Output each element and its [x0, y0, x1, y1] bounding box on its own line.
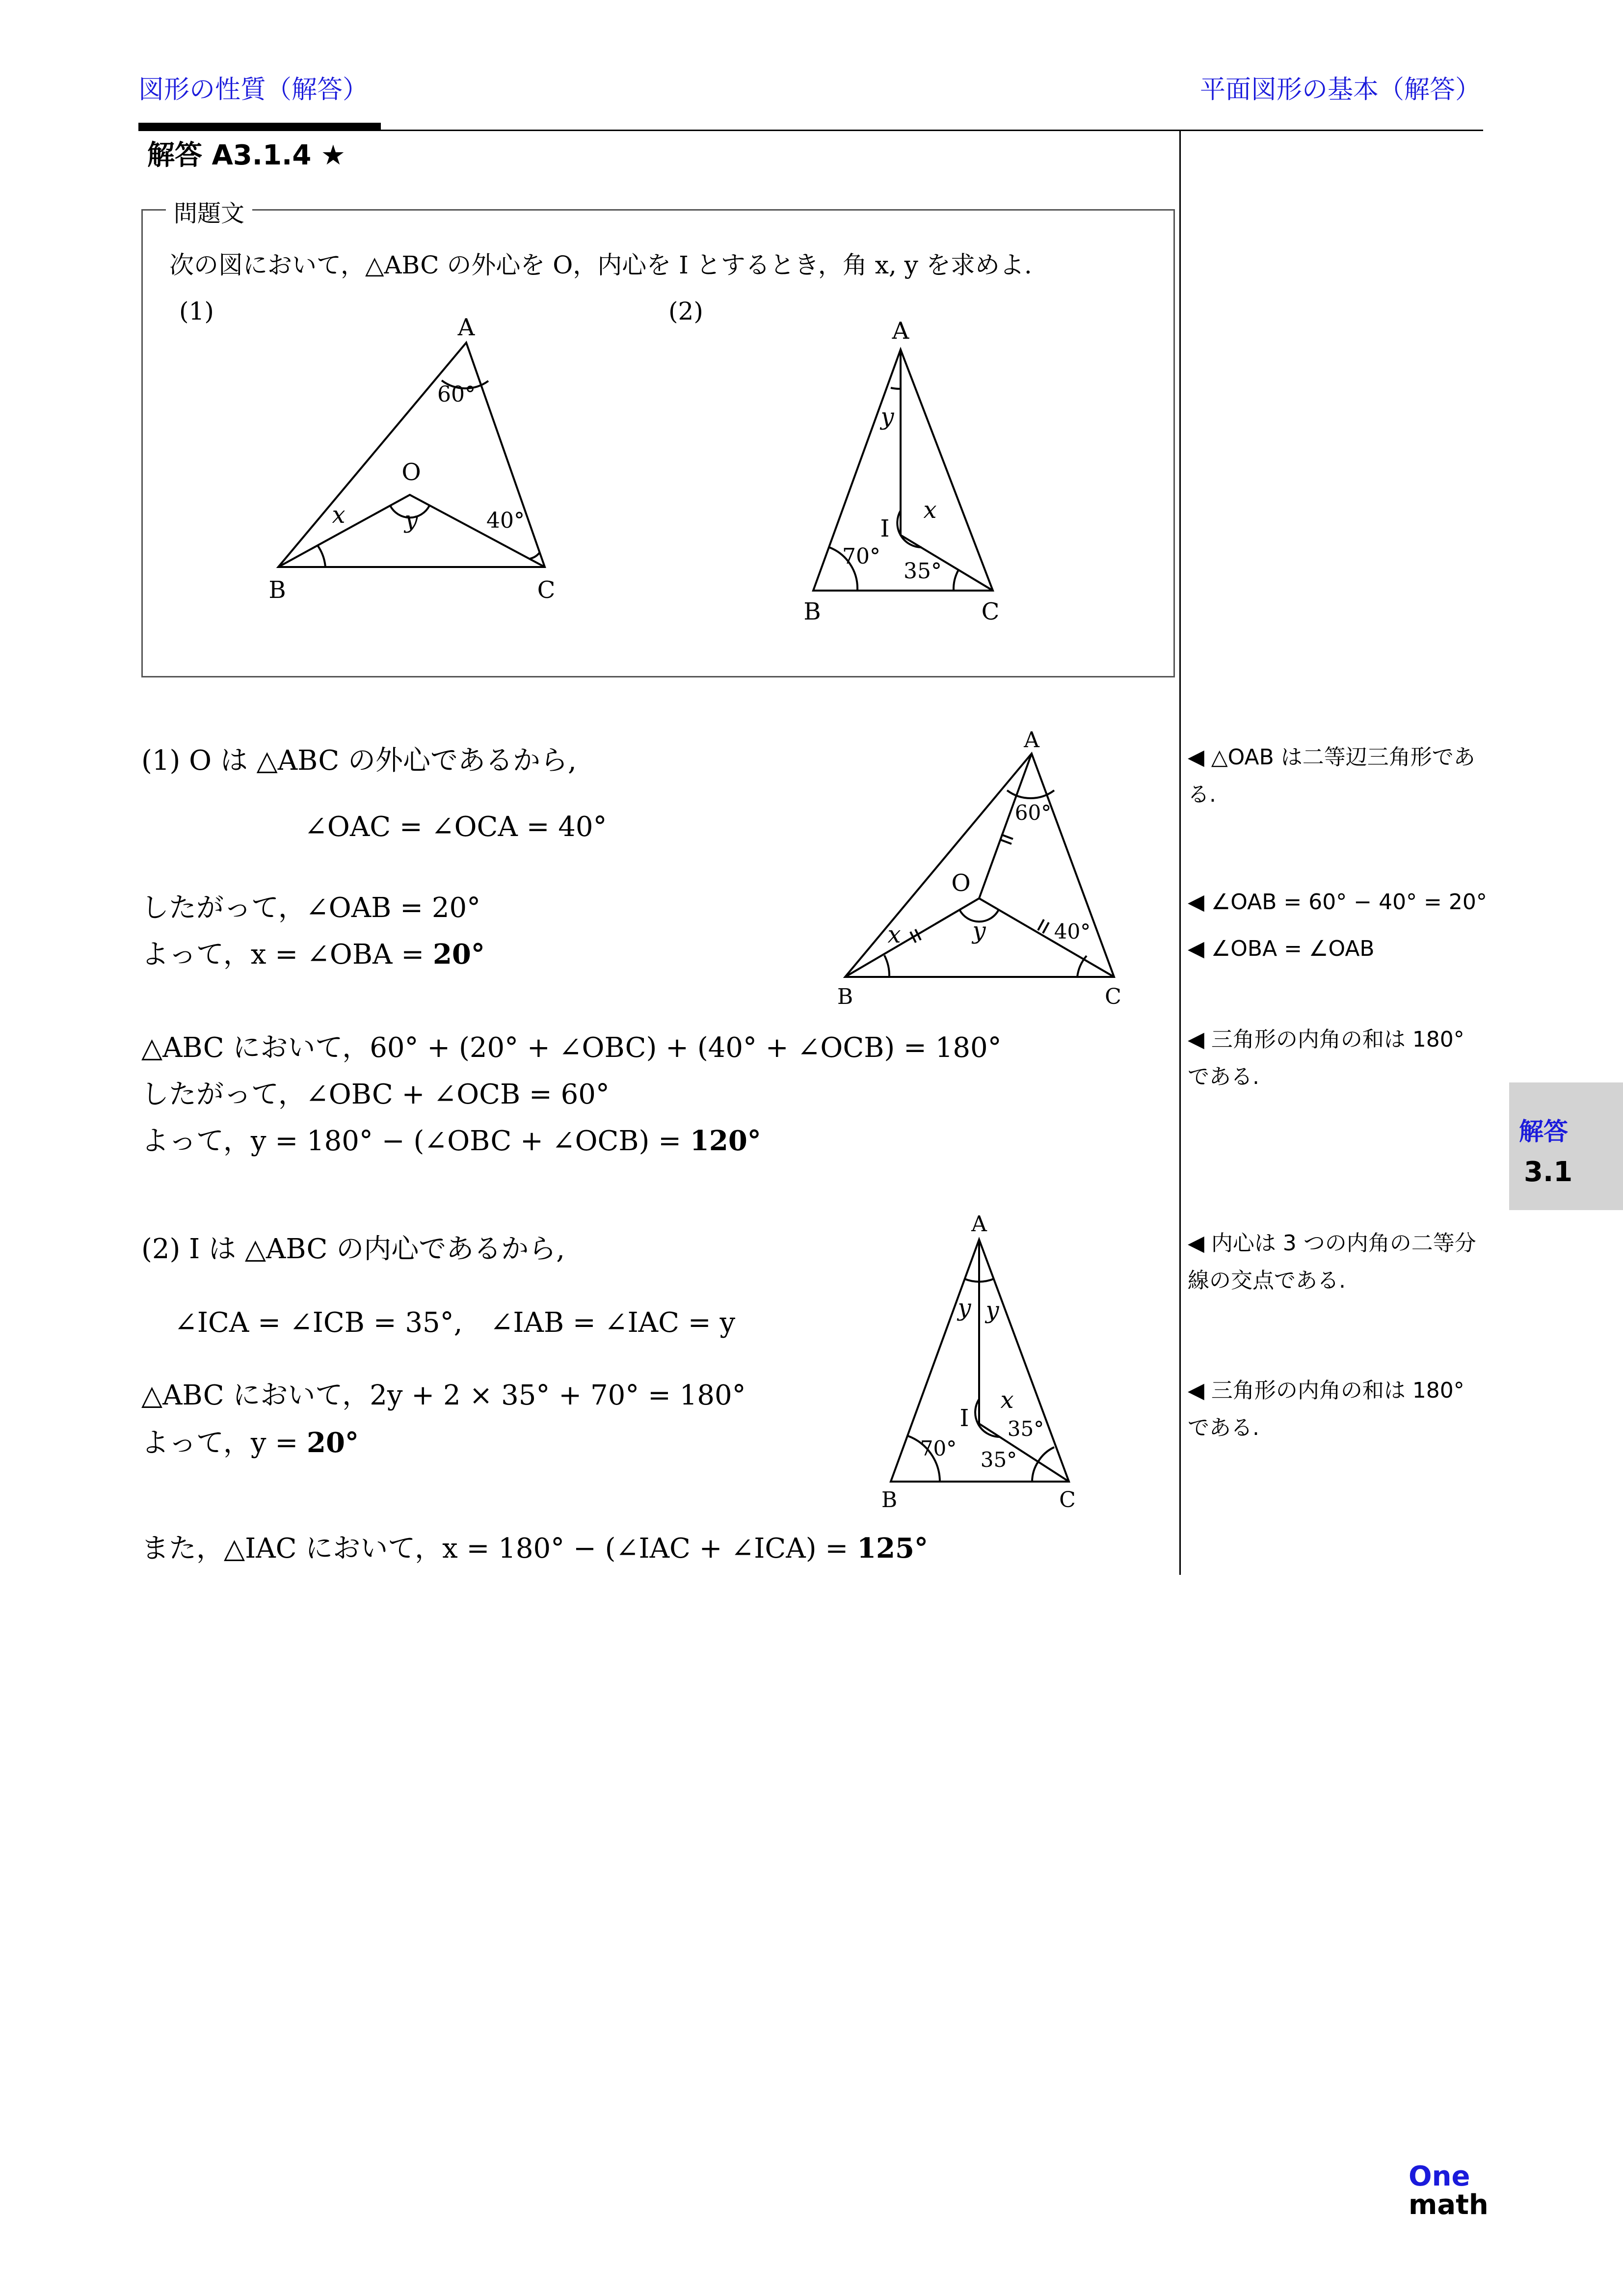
sol1-line-oa: [979, 754, 1032, 898]
chapter-tab: [1509, 1082, 1623, 1210]
chapter-tab-number: 3.1: [1524, 1156, 1573, 1188]
fig2-label-a: A: [892, 317, 909, 345]
sol2-answer-y: 20°: [307, 1427, 359, 1459]
sol1-line5: △ABC において，60° + (20° + ∠OBC) + (40° + ∠OCB) = 180°: [141, 1032, 1002, 1064]
fig2-angle-y: y: [880, 403, 894, 431]
sol2-label-a: A: [971, 1212, 987, 1237]
side-note-5: ◀ 内心は 3 つの内角の二等分線の交点である.: [1188, 1231, 1476, 1293]
problem-title: 解答 A3.1.4 ★: [147, 139, 346, 171]
fig1-angle-60: 60°: [437, 382, 476, 407]
sol2-angle-35-lower: 35°: [980, 1448, 1017, 1472]
problem-sub1-label: (1): [179, 297, 214, 325]
sol1-line1: (1) O は △ABC の外心であるから,: [141, 745, 577, 777]
sol1-label-b: B: [837, 984, 853, 1009]
fig2-label-b: B: [803, 598, 821, 625]
fig2-angle-35: 35°: [904, 559, 942, 584]
fig1-label-o: O: [401, 459, 421, 486]
problem-text: 次の図において，△ABC の外心を O，内心を I とするとき，角 x, y を求めよ.: [169, 251, 1032, 279]
sol1-tick-oc2: [1043, 922, 1049, 933]
side-note-2: ◀ ∠OAB = 60° − 40° = 20°: [1188, 890, 1487, 915]
sol2-line5: [141, 1527, 928, 1566]
side-note-1: ◀ △OAB は二等辺三角形である.: [1188, 745, 1475, 807]
fig1-angle-x: x: [332, 501, 346, 529]
sol1-angle-40: 40°: [1054, 919, 1091, 944]
sol2-line5-text: また，△IAC において，x = 180° − (∠IAC + ∠ICA) =: [141, 1533, 857, 1565]
sol2-label-i: I: [959, 1405, 969, 1432]
sol1-label-c: C: [1105, 984, 1121, 1009]
sol2-label-c: C: [1059, 1487, 1076, 1513]
logo-line2: math: [1409, 2189, 1489, 2221]
side-note-4: ◀ 三角形の内角の和は 180° である.: [1188, 1027, 1464, 1089]
sol1-angle-x: x: [887, 921, 901, 948]
sol1-tick-oa1: [1001, 835, 1013, 839]
sol2-angle-x: x: [1000, 1386, 1014, 1414]
fig2-arc-a: [891, 388, 901, 389]
sol1-arc-b: [884, 955, 889, 977]
sol1-tick-oc1: [1038, 919, 1044, 930]
fig2-angle-x: x: [923, 496, 937, 524]
fig2-label-c: C: [981, 598, 1000, 625]
fig2-label-i: I: [880, 515, 890, 542]
header-right-title: 平面図形の基本（解答）: [1199, 75, 1481, 105]
onemath-logo: [1409, 2162, 1507, 2219]
fig1-arc-b: [318, 545, 325, 567]
fig1-label-c: C: [537, 576, 556, 604]
fig1-angle-y: y: [404, 506, 418, 534]
fig2-arc-c: [954, 570, 958, 591]
problem-sub2-label: (2): [668, 297, 703, 325]
sol2-arc-c1: [1032, 1462, 1038, 1482]
sol2-angle-y-left: y: [958, 1294, 971, 1322]
fig1-angle-40: 40°: [486, 508, 525, 533]
sol1-answer-y: 120°: [690, 1125, 761, 1157]
sol1-line2: ∠OAC = ∠OCA = 40°: [304, 811, 607, 843]
fig1-arc-c: [530, 552, 540, 559]
logo-line1: One: [1409, 2161, 1470, 2192]
sol1-label-o: O: [951, 869, 971, 897]
sol2-line4-text: よって，y =: [141, 1427, 307, 1459]
sol1-line4: [141, 933, 485, 972]
sol2-answer-x: 125°: [857, 1532, 928, 1565]
sol2-angle-y-right: y: [985, 1297, 999, 1324]
side-note-6: ◀ 三角形の内角の和は 180° である.: [1188, 1378, 1464, 1440]
fig2-angle-70: 70°: [842, 544, 880, 569]
sol2-angle-70: 70°: [920, 1436, 957, 1460]
problem-box-label: 問題文: [166, 194, 252, 228]
chapter-tab-label: 解答: [1519, 1117, 1568, 1146]
sol1-answer-x: 20°: [432, 938, 485, 971]
fig1-label-a: A: [457, 314, 475, 341]
sol2-angle-35-upper: 35°: [1007, 1417, 1044, 1441]
sol2-line2: ∠ICA = ∠ICB = 35°, ∠IAB = ∠IAC = y: [174, 1307, 736, 1339]
sol2-line4: [141, 1421, 359, 1460]
side-note-3: ◀ ∠OBA = ∠OAB: [1188, 936, 1375, 961]
sol1-line3: したがって，∠OAB = 20°: [141, 892, 481, 924]
sol1-line6: したがって，∠OBC + ∠OCB = 60°: [141, 1079, 610, 1110]
sol2-line1: (2) I は △ABC の内心であるから,: [141, 1233, 565, 1265]
fig1-label-b: B: [268, 576, 286, 604]
sol1-line4-text: よって，x = ∠OBA =: [141, 939, 433, 971]
sol2-label-b: B: [881, 1487, 898, 1513]
sol1-label-a: A: [1024, 728, 1039, 753]
sol2-arc-c2: [1038, 1447, 1054, 1462]
sol1-angle-y: y: [972, 917, 986, 945]
sol2-line3: △ABC において，2y + 2 × 35° + 70° = 180°: [141, 1379, 746, 1411]
header-left-title: 図形の性質（解答）: [138, 75, 369, 105]
sol1-line7: [141, 1119, 761, 1159]
sol1-line7-text: よって，y = 180° − (∠OBC + ∠OCB) =: [141, 1125, 690, 1157]
sol1-tick-oa2: [1000, 839, 1011, 844]
sol1-angle-60: 60°: [1014, 801, 1052, 825]
